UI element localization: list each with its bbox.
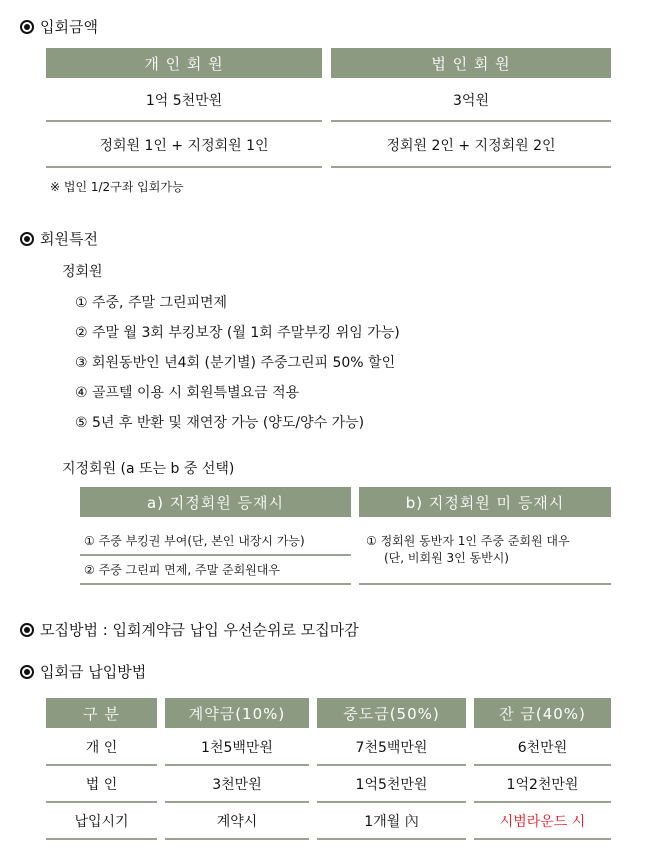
payment-header: 구 분 <box>46 698 157 728</box>
option-a-item: ② 주중 그린피 면제, 주말 준회원대우 <box>84 563 280 577</box>
option-b-line: (단, 비회원 3인 동반시) <box>384 551 509 565</box>
section-title-recruit-label: 모집방법 : 입회계약금 납입 우선순위로 모집마감 <box>40 621 359 639</box>
payment-header: 계약금(10%) <box>165 698 309 728</box>
section-title-payment <box>20 661 146 682</box>
fee-header-individual: 개 인 회 원 <box>46 48 322 78</box>
radio-bullet-icon <box>20 623 34 637</box>
section-title-payment-label: 입회금 납입방법 <box>40 663 147 681</box>
regular-benefit-item: ③ 회원동반인 년4회 (분기별) 주중그린피 50% 할인 <box>75 355 396 371</box>
fee-header-corporate: 법 인 회 원 <box>331 48 611 78</box>
option-a-item: ① 주중 부킹권 부여(단, 본인 내장시 가능) <box>84 534 305 548</box>
option-b-divider <box>359 583 611 585</box>
section-title-benefit-label: 회원특전 <box>40 230 98 248</box>
payment-cell: 7천5백만원 <box>317 730 466 766</box>
section-title-fee-label: 입회금액 <box>40 18 98 36</box>
payment-cell: 계약시 <box>165 804 309 840</box>
payment-cell: 1억5천만원 <box>317 767 466 803</box>
payment-cell: 1천5백만원 <box>165 730 309 766</box>
option-a-divider <box>80 583 351 585</box>
radio-bullet-icon <box>20 20 34 34</box>
payment-cell: 법 인 <box>46 767 157 803</box>
fee-cell-individual-amount: 1억 5천만원 <box>46 80 322 122</box>
payment-cell: 3천만원 <box>165 767 309 803</box>
section-title-benefit <box>20 228 98 249</box>
regular-benefit-item: ④ 골프텔 이용 시 회원특별요금 적용 <box>75 385 300 401</box>
radio-bullet-icon <box>20 665 34 679</box>
payment-cell: 납입시기 <box>46 804 157 840</box>
section-title-fee <box>20 16 98 37</box>
regular-benefit-item: ② 주말 월 3회 부킹보장 (월 1회 주말부킹 위임 가능) <box>75 325 400 341</box>
payment-cell: 1억2천만원 <box>474 767 611 803</box>
designated-member-label: 지정회원 (a 또는 b 중 선택) <box>62 461 235 477</box>
fee-cell-corporate-members: 정회원 2인 + 지정회원 2인 <box>331 124 611 168</box>
fee-cell-corporate-amount: 3억원 <box>331 80 611 122</box>
section-title-recruit <box>20 619 359 640</box>
regular-benefit-item: ① 주중, 주말 그린피면제 <box>75 295 228 311</box>
option-a-header: a) 지정회원 등재시 <box>80 487 351 517</box>
payment-cell: 1개월 內 <box>317 804 466 840</box>
payment-header: 중도금(50%) <box>317 698 466 728</box>
payment-header: 잔 금(40%) <box>474 698 611 728</box>
option-a-divider <box>80 554 351 556</box>
fee-cell-individual-members: 정회원 1인 + 지정회원 1인 <box>46 124 322 168</box>
regular-benefit-item: ⑤ 5년 후 반환 및 재연장 가능 (양도/양수 가능) <box>75 415 365 431</box>
payment-cell: 6천만원 <box>474 730 611 766</box>
option-b-header: b) 지정회원 미 등재시 <box>359 487 611 517</box>
option-b-line: ① 정회원 동반자 1인 주중 준회원 대우 <box>366 534 570 548</box>
radio-bullet-icon <box>20 232 34 246</box>
fee-note: ※ 법인 1/2구좌 입회가능 <box>50 180 184 194</box>
payment-cell-highlight: 시범라운드 시 <box>474 804 611 840</box>
payment-cell: 개 인 <box>46 730 157 766</box>
regular-member-label: 정회원 <box>62 264 103 280</box>
